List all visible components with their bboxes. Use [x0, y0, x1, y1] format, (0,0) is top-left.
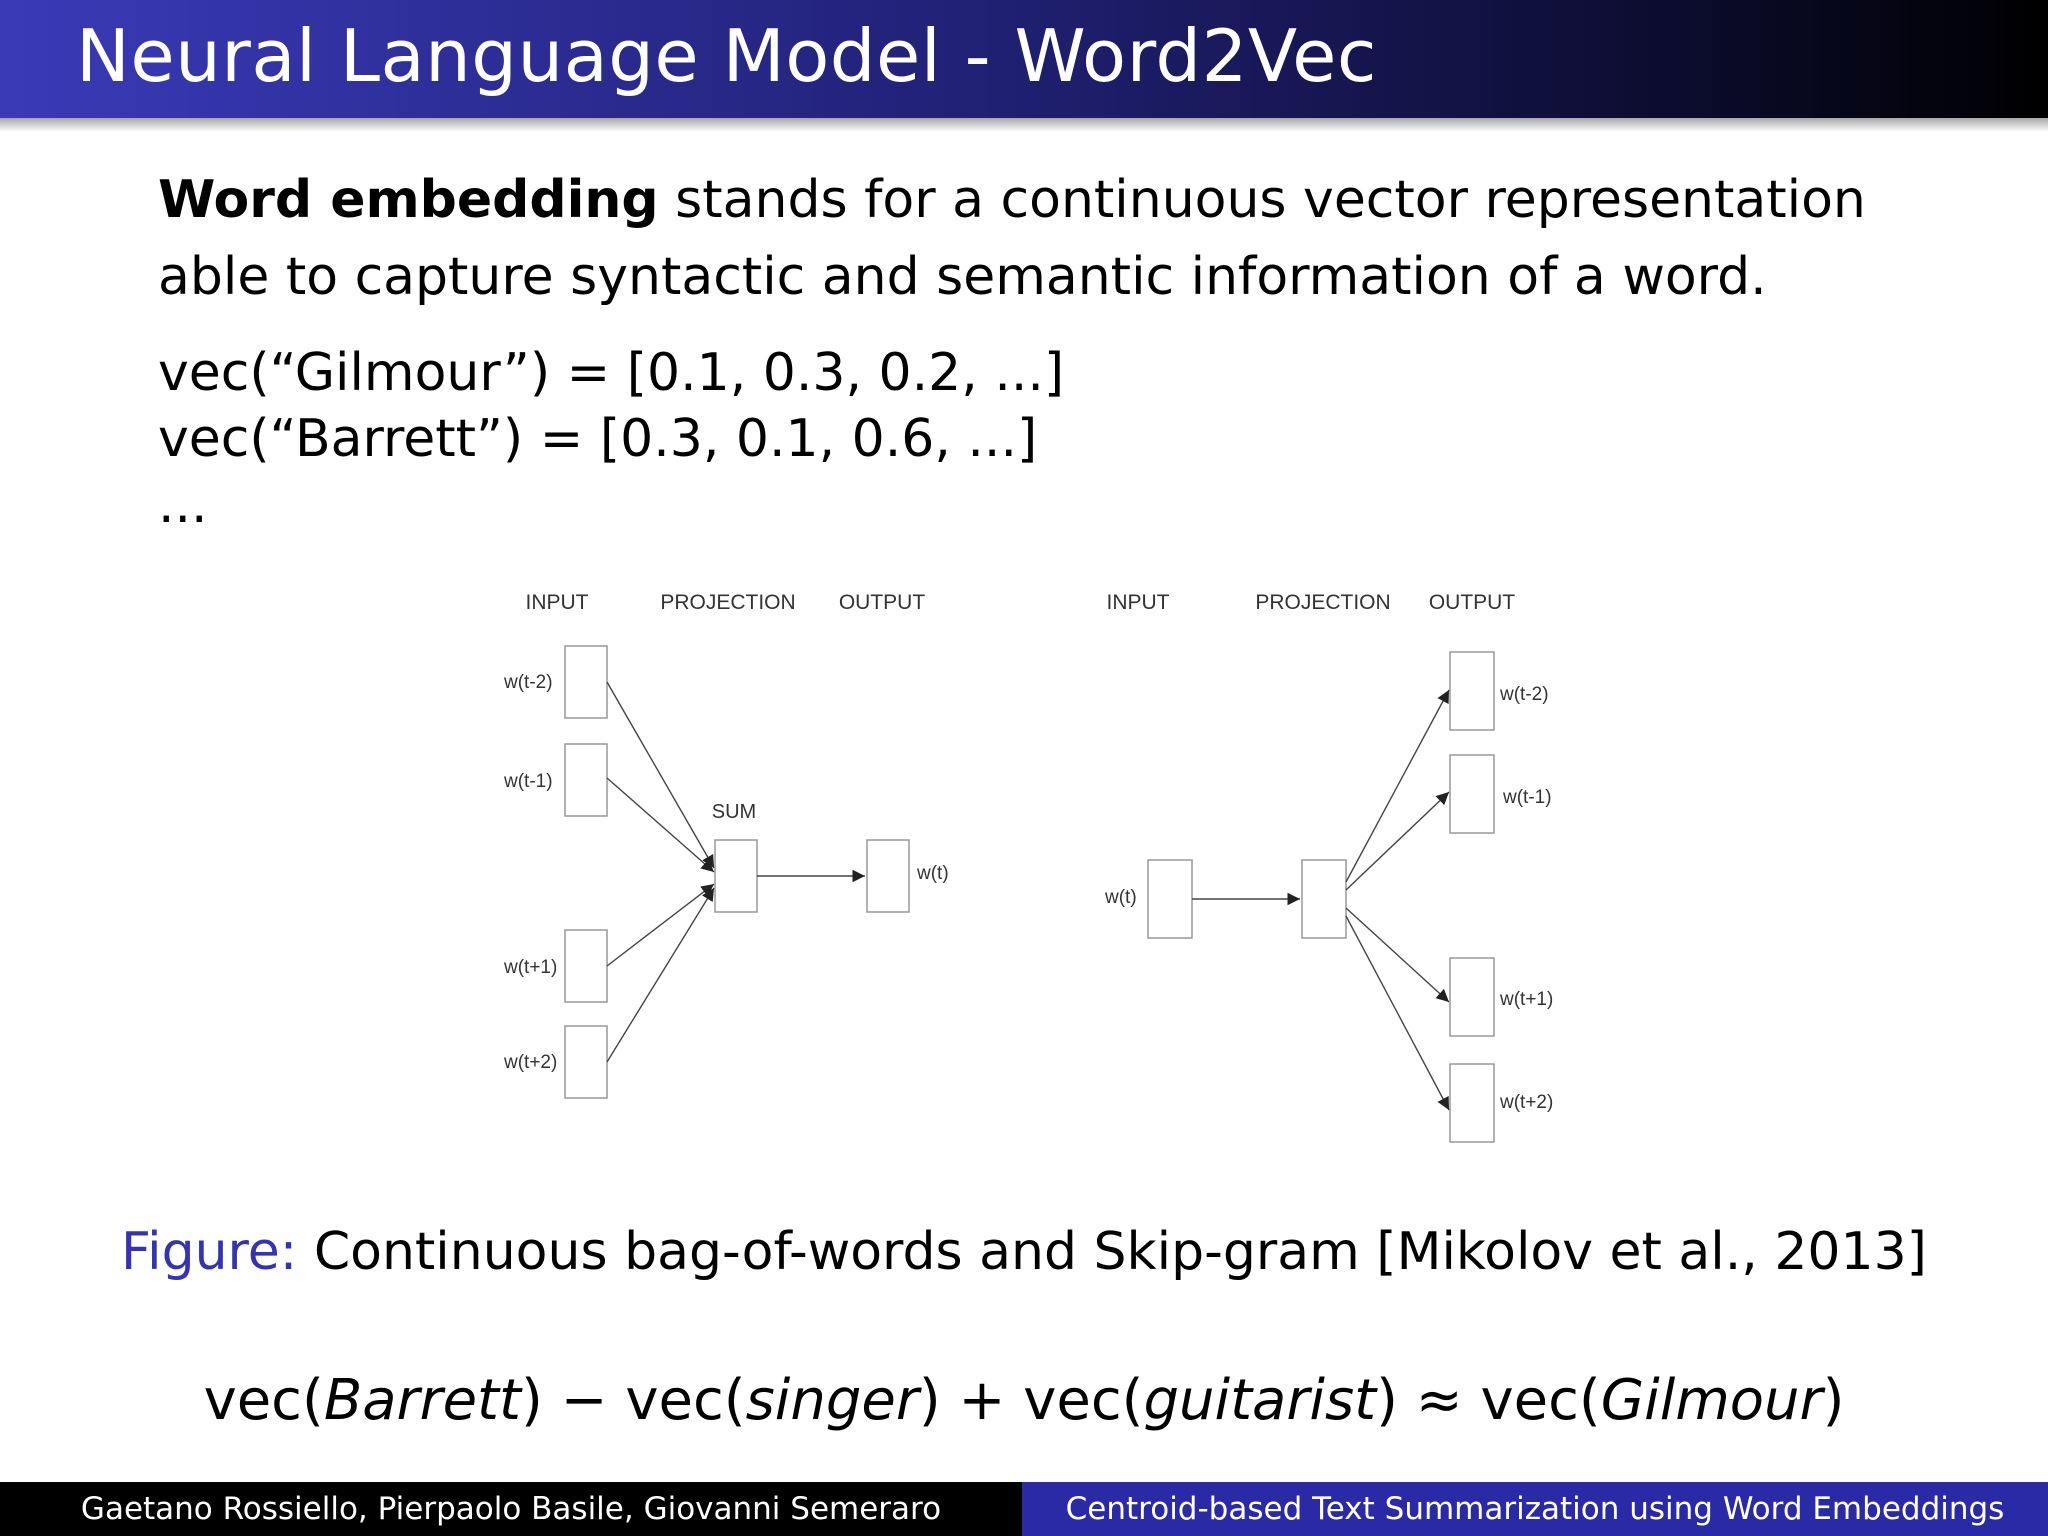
figure-caption	[0, 1222, 2048, 1282]
analogy-equation: vec(Barrett) − vec(singer) + vec(guitarist) ≈ vec(Gilmour)	[203, 1368, 1845, 1433]
footer-paper-title: Centroid-based Text Summarization using Word Embeddings	[1022, 1482, 2048, 1536]
eq-term-singer: singer	[745, 1368, 919, 1433]
skipgram-output-box-t-minus-1	[1450, 755, 1494, 833]
footer	[0, 1482, 2048, 1536]
eq-op-minus: −	[560, 1368, 608, 1433]
eq-fn-2: vec	[625, 1368, 724, 1433]
cbow-arrow-4	[607, 888, 714, 1062]
skipgram-header-input: INPUT	[1106, 591, 1170, 614]
cbow-input-label-t-plus-1: w(t+1)	[504, 957, 558, 978]
figure-caption-text: Continuous bag-of-words and Skip-gram [Mikolov et al., 2013]	[297, 1222, 1927, 1282]
cbow-header-projection: PROJECTION	[660, 591, 796, 614]
skipgram-arrow-3	[1346, 908, 1449, 1002]
title-shadow	[0, 118, 2048, 132]
footer-authors: Gaetano Rossiello, Pierpaolo Basile, Giovanni Semeraro	[0, 1482, 1022, 1536]
eq-term-gilmour: Gilmour	[1600, 1368, 1823, 1433]
skipgram-output-label-t-plus-2: w(t+2)	[1500, 1092, 1554, 1113]
skipgram-output-label-t-plus-1: w(t+1)	[1500, 989, 1554, 1010]
skipgram-header-output: OUTPUT	[1428, 591, 1516, 614]
eq-fn-1: vec	[203, 1368, 302, 1433]
eq-fn-3: vec	[1023, 1368, 1122, 1433]
skipgram-input-label: w(t)	[1105, 887, 1137, 908]
skipgram-output-box-t-plus-1	[1450, 958, 1494, 1036]
cbow-input-box-t-minus-1	[565, 744, 607, 816]
cbow-arrow-3	[607, 884, 714, 966]
eq-op-approx: ≈	[1415, 1368, 1463, 1433]
skipgram-diagram	[1104, 591, 1553, 1142]
skipgram-output-box-t-plus-2	[1450, 1064, 1494, 1142]
word2vec-diagram	[470, 570, 1610, 1170]
eq-fn-4: vec	[1480, 1368, 1579, 1433]
skipgram-arrow-4	[1346, 916, 1449, 1110]
skipgram-output-label-t-minus-1: w(t-1)	[1503, 787, 1552, 808]
vector-example-barrett: vec(“Barrett”) = [0.3, 0.1, 0.6, ...]	[158, 409, 1038, 469]
cbow-input-label-t-minus-2: w(t-2)	[504, 672, 553, 693]
skipgram-output-box-t-minus-2	[1450, 652, 1494, 730]
cbow-arrow-1	[607, 682, 714, 868]
figure-label: Figure:	[121, 1222, 298, 1282]
vector-example-gilmour: vec(“Gilmour”) = [0.1, 0.3, 0.2, ...]	[158, 343, 1065, 403]
eq-term-barrett: Barrett	[323, 1368, 521, 1433]
cbow-input-box-t-minus-2	[565, 646, 607, 718]
cbow-diagram	[503, 591, 949, 1098]
definition-body: stands for a continuous vector representation able to capture syntactic and semantic information of a word.	[158, 170, 1866, 307]
cbow-input-label-t-plus-2: w(t+2)	[504, 1052, 558, 1073]
cbow-arrow-2	[607, 778, 714, 872]
cbow-sum-label: SUM	[711, 801, 757, 823]
vector-examples	[158, 340, 1064, 538]
cbow-input-box-t-plus-2	[565, 1026, 607, 1098]
cbow-projection-box	[715, 840, 757, 912]
cbow-input-label-t-minus-1: w(t-1)	[504, 771, 553, 792]
skipgram-output-label-t-minus-2: w(t-2)	[1500, 684, 1549, 705]
cbow-header-input: INPUT	[525, 591, 589, 614]
skipgram-header-projection: PROJECTION	[1255, 591, 1391, 614]
vector-example-ellipsis: ...	[158, 475, 208, 535]
definition-term: Word embedding	[158, 170, 659, 230]
skipgram-input-box	[1148, 860, 1192, 938]
skipgram-arrow-2	[1346, 792, 1449, 890]
skipgram-projection-box	[1302, 860, 1346, 938]
title-bar	[0, 0, 2048, 118]
cbow-output-label: w(t)	[917, 863, 949, 884]
slide-title: Neural Language Model - Word2Vec	[76, 14, 1377, 98]
cbow-output-box	[867, 840, 909, 912]
eq-op-plus: +	[958, 1368, 1006, 1433]
definition-text	[158, 162, 1898, 316]
cbow-header-output: OUTPUT	[838, 591, 926, 614]
eq-term-guitarist: guitarist	[1143, 1368, 1377, 1433]
skipgram-arrow-1	[1346, 690, 1449, 882]
cbow-input-box-t-plus-1	[565, 930, 607, 1002]
